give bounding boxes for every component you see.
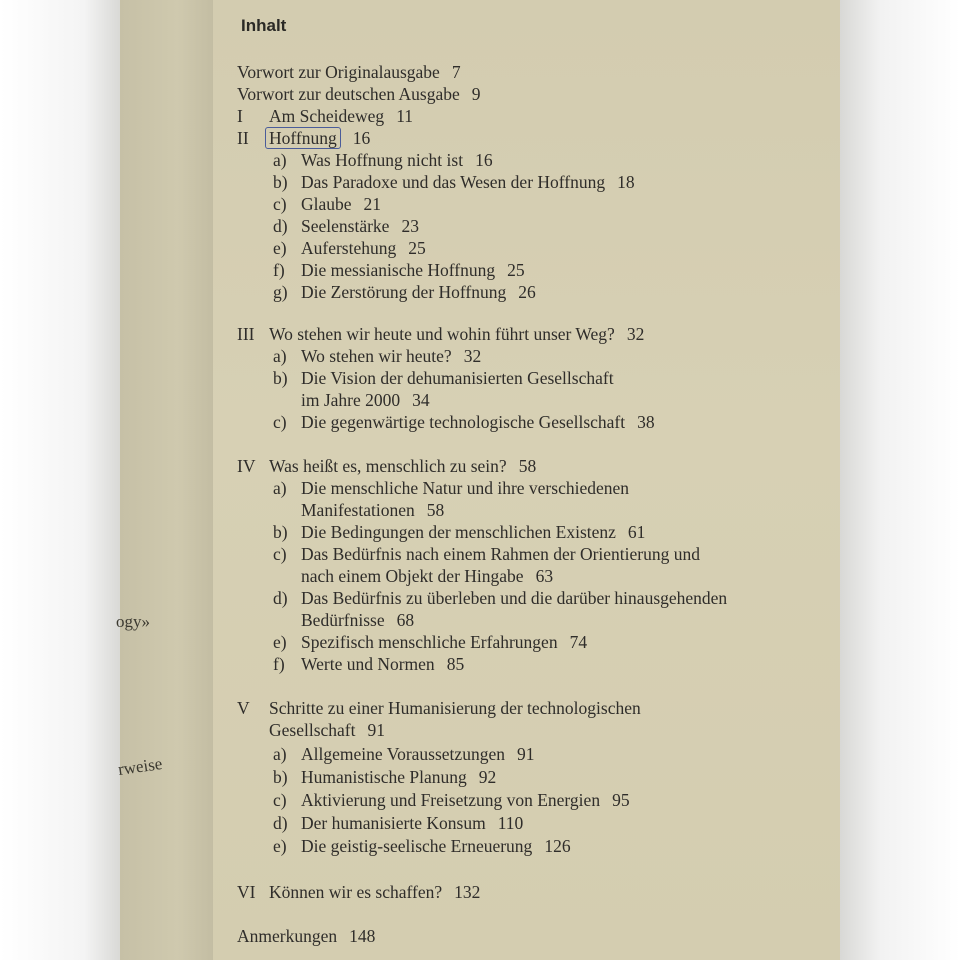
entry-title: Der humanisierte Konsum	[301, 813, 486, 833]
page-number: 132	[454, 882, 481, 902]
page-number: 68	[396, 610, 415, 630]
chapter-number: V	[237, 698, 250, 718]
page-number: 148	[349, 926, 376, 946]
chapter-number: II	[237, 128, 249, 148]
section-letter: d)	[273, 588, 288, 608]
entry-title: Hoffnung	[265, 127, 341, 149]
section-letter: c)	[273, 194, 287, 214]
entry-title: Die menschliche Natur und ihre verschiedenen	[301, 478, 629, 498]
entry-title-wrap	[301, 346, 481, 366]
entry-title: Die gegenwärtige technologische Gesellschaft	[301, 412, 626, 432]
section-letter: g)	[273, 282, 288, 302]
entry-title-wrap	[301, 610, 414, 630]
page-number: 38	[637, 412, 655, 432]
page-number: 61	[627, 522, 646, 542]
entry-title: Wo stehen wir heute?	[301, 346, 452, 366]
entry-title: Die Bedingungen der menschlichen Existenz	[301, 522, 616, 542]
entry-title-wrap	[269, 698, 641, 718]
page-number: 58	[426, 500, 445, 520]
page-number: 25	[408, 238, 426, 258]
page-number: 9	[471, 84, 481, 104]
entry-title-wrap	[301, 522, 645, 542]
page-number: 18	[617, 172, 635, 192]
page-number: 32	[626, 324, 645, 344]
background-right	[838, 0, 960, 960]
section-letter: b)	[273, 522, 288, 542]
section-letter: d)	[273, 813, 288, 833]
page-number: 74	[569, 632, 588, 652]
page-number: 126	[544, 836, 571, 856]
page-number: 32	[463, 346, 482, 366]
page-number: 92	[478, 767, 497, 787]
page-number: 7	[451, 62, 461, 82]
page-number: 34	[412, 390, 430, 410]
entry-title-wrap	[269, 720, 385, 740]
entry-title: Aktivierung und Freisetzung von Energien	[301, 790, 601, 810]
entry-title: Das Paradoxe und das Wesen der Hoffnung	[301, 172, 606, 192]
page-number: 25	[507, 260, 525, 280]
entry-title-wrap	[301, 412, 655, 432]
entry-title-wrap	[301, 194, 381, 214]
entry-title-wrap	[237, 84, 481, 104]
background-left	[0, 0, 120, 960]
facing-page-text: rweise	[116, 754, 164, 780]
entry-title-wrap	[301, 238, 426, 258]
entry-title-wrap	[301, 836, 571, 856]
page-number: 110	[497, 813, 524, 833]
section-letter: f)	[273, 260, 285, 280]
page-number: 21	[363, 194, 382, 214]
section-letter: b)	[273, 172, 288, 192]
entry-title-wrap	[301, 172, 635, 192]
entry-title: Was Hoffnung nicht ist	[301, 150, 464, 170]
chapter-number: III	[237, 324, 255, 344]
entry-title: Vorwort zur Originalausgabe	[237, 62, 440, 82]
section-letter: d)	[273, 216, 288, 236]
entry-title-wrap	[301, 588, 727, 608]
page-number: 23	[401, 216, 419, 236]
page-title: Inhalt	[241, 16, 287, 35]
entry-title: Gesellschaft	[269, 720, 356, 740]
section-letter: c)	[273, 544, 287, 564]
entry-title: Spezifisch menschliche Erfahrungen	[301, 632, 558, 652]
entry-title-wrap	[301, 654, 464, 674]
section-letter: c)	[273, 790, 287, 810]
facing-page	[116, 0, 217, 960]
section-letter: b)	[273, 767, 288, 787]
entry-title-wrap	[301, 500, 444, 520]
entry-title: Das Bedürfnis nach einem Rahmen der Orientierung und	[301, 544, 700, 564]
section-letter: e)	[273, 632, 287, 652]
entry-title-wrap	[301, 744, 534, 764]
entry-title-wrap	[269, 882, 480, 902]
entry-title-wrap	[301, 767, 496, 787]
entry-title: nach einem Objekt der Hingabe	[301, 566, 524, 586]
section-letter: a)	[273, 478, 287, 498]
entry-title-wrap	[301, 260, 525, 280]
chapter-number: IV	[237, 456, 256, 476]
entry-title-wrap	[269, 456, 536, 476]
entry-title: Die geistig-seelische Erneuerung	[301, 836, 533, 856]
section-letter: e)	[273, 836, 287, 856]
entry-title: Anmerkungen	[237, 926, 338, 946]
entry-title-wrap	[301, 390, 430, 410]
page-number: 11	[396, 106, 414, 126]
page-number: 91	[367, 720, 385, 740]
entry-title: Die Vision der dehumanisierten Gesellschaft	[301, 368, 614, 388]
entry-title-wrap	[237, 62, 461, 82]
entry-title-wrap	[237, 926, 375, 946]
entry-title: im Jahre 2000	[301, 390, 401, 410]
entry-title: Am Scheideweg	[269, 106, 385, 126]
entry-title: Auferstehung	[301, 238, 397, 258]
entry-title-wrap	[301, 282, 536, 302]
entry-title-wrap	[301, 632, 587, 652]
entry-title: Allgemeine Voraussetzungen	[301, 744, 505, 764]
page-number: 95	[612, 790, 630, 810]
page-number: 58	[518, 456, 537, 476]
entry-title: Vorwort zur deutschen Ausgabe	[237, 84, 460, 104]
facing-page-text: ogy»	[116, 612, 150, 631]
entry-title-wrap	[301, 216, 419, 236]
entry-title: Schritte zu einer Humanisierung der technologischen	[269, 698, 641, 718]
entry-title-wrap	[269, 324, 644, 344]
section-letter: a)	[273, 744, 287, 764]
entry-title: Werte und Normen	[301, 654, 435, 674]
page-number: 63	[535, 566, 554, 586]
entry-title-wrap	[301, 566, 553, 586]
entry-title: Humanistische Planung	[301, 767, 467, 787]
page-number: 16	[352, 128, 371, 148]
section-letter: b)	[273, 368, 288, 388]
entry-title: Können wir es schaffen?	[269, 882, 443, 902]
entry-title: Die messianische Hoffnung	[301, 260, 496, 280]
page-number: 91	[516, 744, 535, 764]
entry-title: Wo stehen wir heute und wohin führt unser Weg?	[269, 324, 615, 344]
chapter-number: VI	[237, 882, 256, 902]
section-letter: f)	[273, 654, 285, 674]
entry-title-wrap	[301, 813, 523, 833]
entry-title-wrap	[269, 106, 413, 126]
toc-page	[213, 0, 840, 960]
section-letter: c)	[273, 412, 287, 432]
section-letter: e)	[273, 238, 287, 258]
entry-title: Die Zerstörung der Hoffnung	[301, 282, 507, 302]
page-number: 16	[475, 150, 493, 170]
section-letter: a)	[273, 346, 287, 366]
entry-title: Bedürfnisse	[301, 610, 385, 630]
entry-title: Das Bedürfnis zu überleben und die darüber hinausgehenden	[301, 588, 728, 608]
entry-title-wrap	[301, 150, 493, 170]
entry-title: Seelenstärke	[301, 216, 390, 236]
entry-title: Glaube	[301, 194, 352, 214]
entry-title-wrap	[301, 478, 629, 498]
page-number: 85	[446, 654, 465, 674]
entry-title-wrap	[301, 544, 700, 564]
chapter-number: I	[237, 106, 243, 126]
entry-title: Manifestationen	[301, 500, 415, 520]
entry-title-wrap	[301, 790, 630, 810]
entry-title: Was heißt es, menschlich zu sein?	[269, 456, 507, 476]
page-number: 26	[518, 282, 536, 302]
entry-title-wrap	[269, 128, 370, 148]
section-letter: a)	[273, 150, 287, 170]
entry-title-wrap	[301, 368, 614, 388]
